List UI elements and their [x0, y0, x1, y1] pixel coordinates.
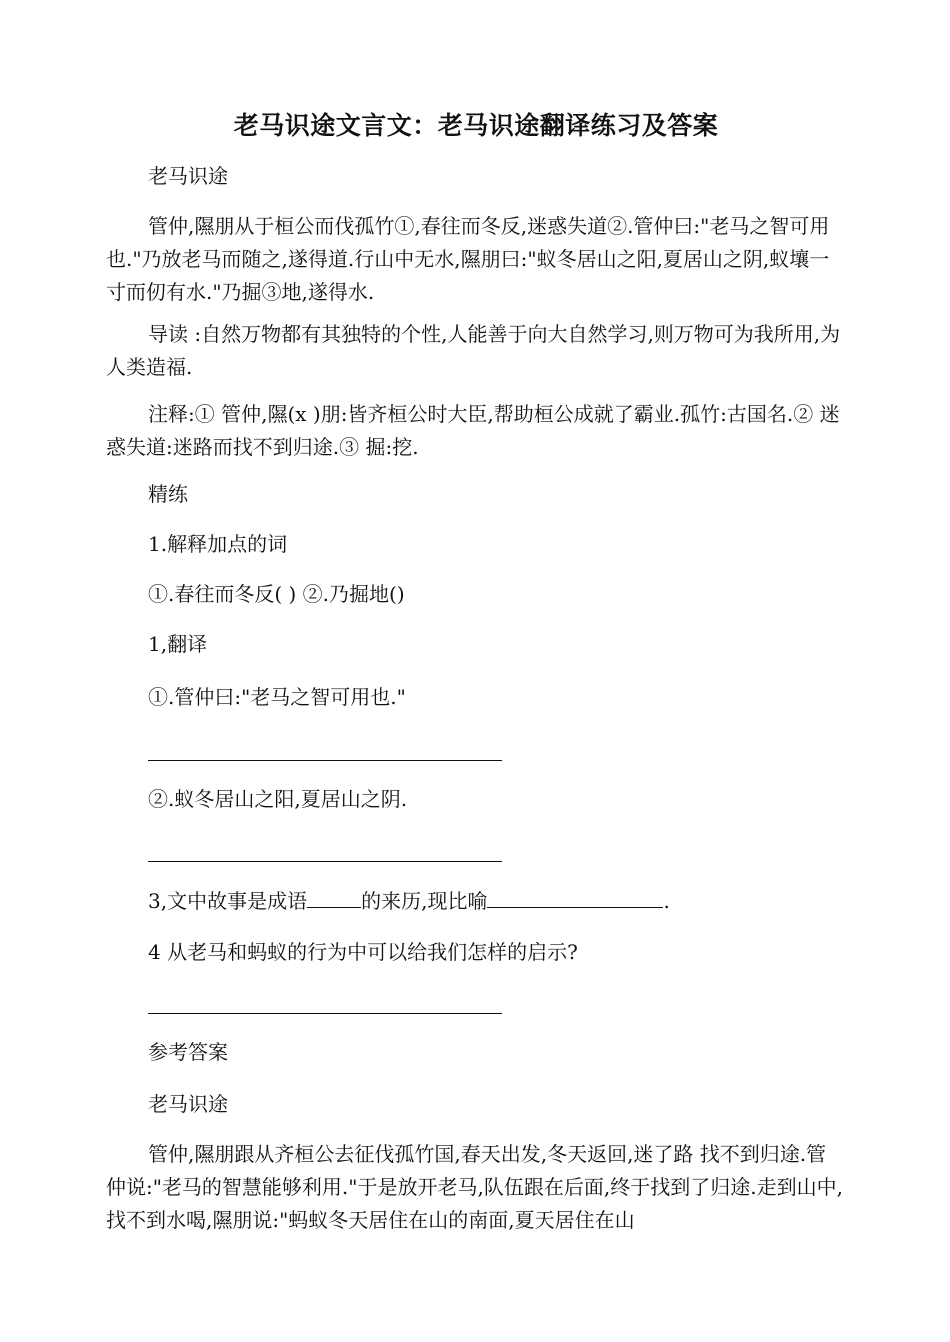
section-heading: 老马识途: [148, 1092, 228, 1116]
answer-blank-line: [148, 760, 502, 761]
answer-blank-inline: [487, 885, 663, 908]
question-3-part-3: .: [663, 889, 670, 913]
question-2: 1,翻译: [148, 632, 208, 656]
question-1-items: ①.春往而冬反( ) ②.乃掘地(): [148, 582, 405, 606]
notes-paragraph: 注释:① 管仲,隰(x )朋:皆齐桓公时大臣,帮助桓公成就了霸业.孤竹:古国名.② 迷惑失道:迷路而找不到归途.③ 掘:挖.: [106, 402, 840, 459]
practice-heading: 精练: [148, 482, 188, 506]
answer-blank-line: [148, 861, 502, 862]
answer-heading: 参考答案: [148, 1040, 228, 1064]
section-heading: 老马识途: [148, 164, 228, 188]
answer-blank-inline: [307, 885, 361, 908]
question-1: 1.解释加点的词: [148, 532, 288, 556]
question-3-part-1: 3,文中故事是成语: [148, 889, 308, 913]
question-4: 4 从老马和蚂蚁的行为中可以给我们怎样的启示?: [148, 940, 578, 964]
question-2-item-2: ②.蚁冬居山之阳,夏居山之阴.: [148, 787, 408, 811]
translation-paragraph: 管仲,隰朋跟从齐桓公去征伐孤竹国,春天出发,冬天返回,迷了路 找不到归途.管仲说:"老马的智慧能够利用."于是放开老马,队伍跟在后面,终于找到了归途.走到山中,找不到水喝,隰朋说:"蚂蚁冬天居住在山的南面,夏天居住在山: [106, 1142, 843, 1232]
document-title: 老马识途文言文：老马识途翻译练习及答案: [233, 111, 719, 140]
question-3: [106, 885, 846, 918]
original-text-paragraph: 管仲,隰朋从于桓公而伐孤竹①,春往而冬反,迷惑失道②.管仲曰:"老马之智可用也."乃放老马而随之,遂得道.行山中无水,隰朋曰:"蚁冬居山之阳,夏居山之阴,蚁壤一寸而仞有水."乃掘③地,遂得水.: [106, 214, 830, 304]
question-2-item-1: ①.管仲曰:"老马之智可用也.": [148, 685, 406, 709]
guide-paragraph: 导读 :自然万物都有其独特的个性,人能善于向大自然学习,则万物可为我所用,为人类造福.: [106, 322, 841, 379]
answer-blank-line: [148, 1013, 502, 1014]
question-3-part-2: 的来历,现比喻: [361, 889, 488, 913]
